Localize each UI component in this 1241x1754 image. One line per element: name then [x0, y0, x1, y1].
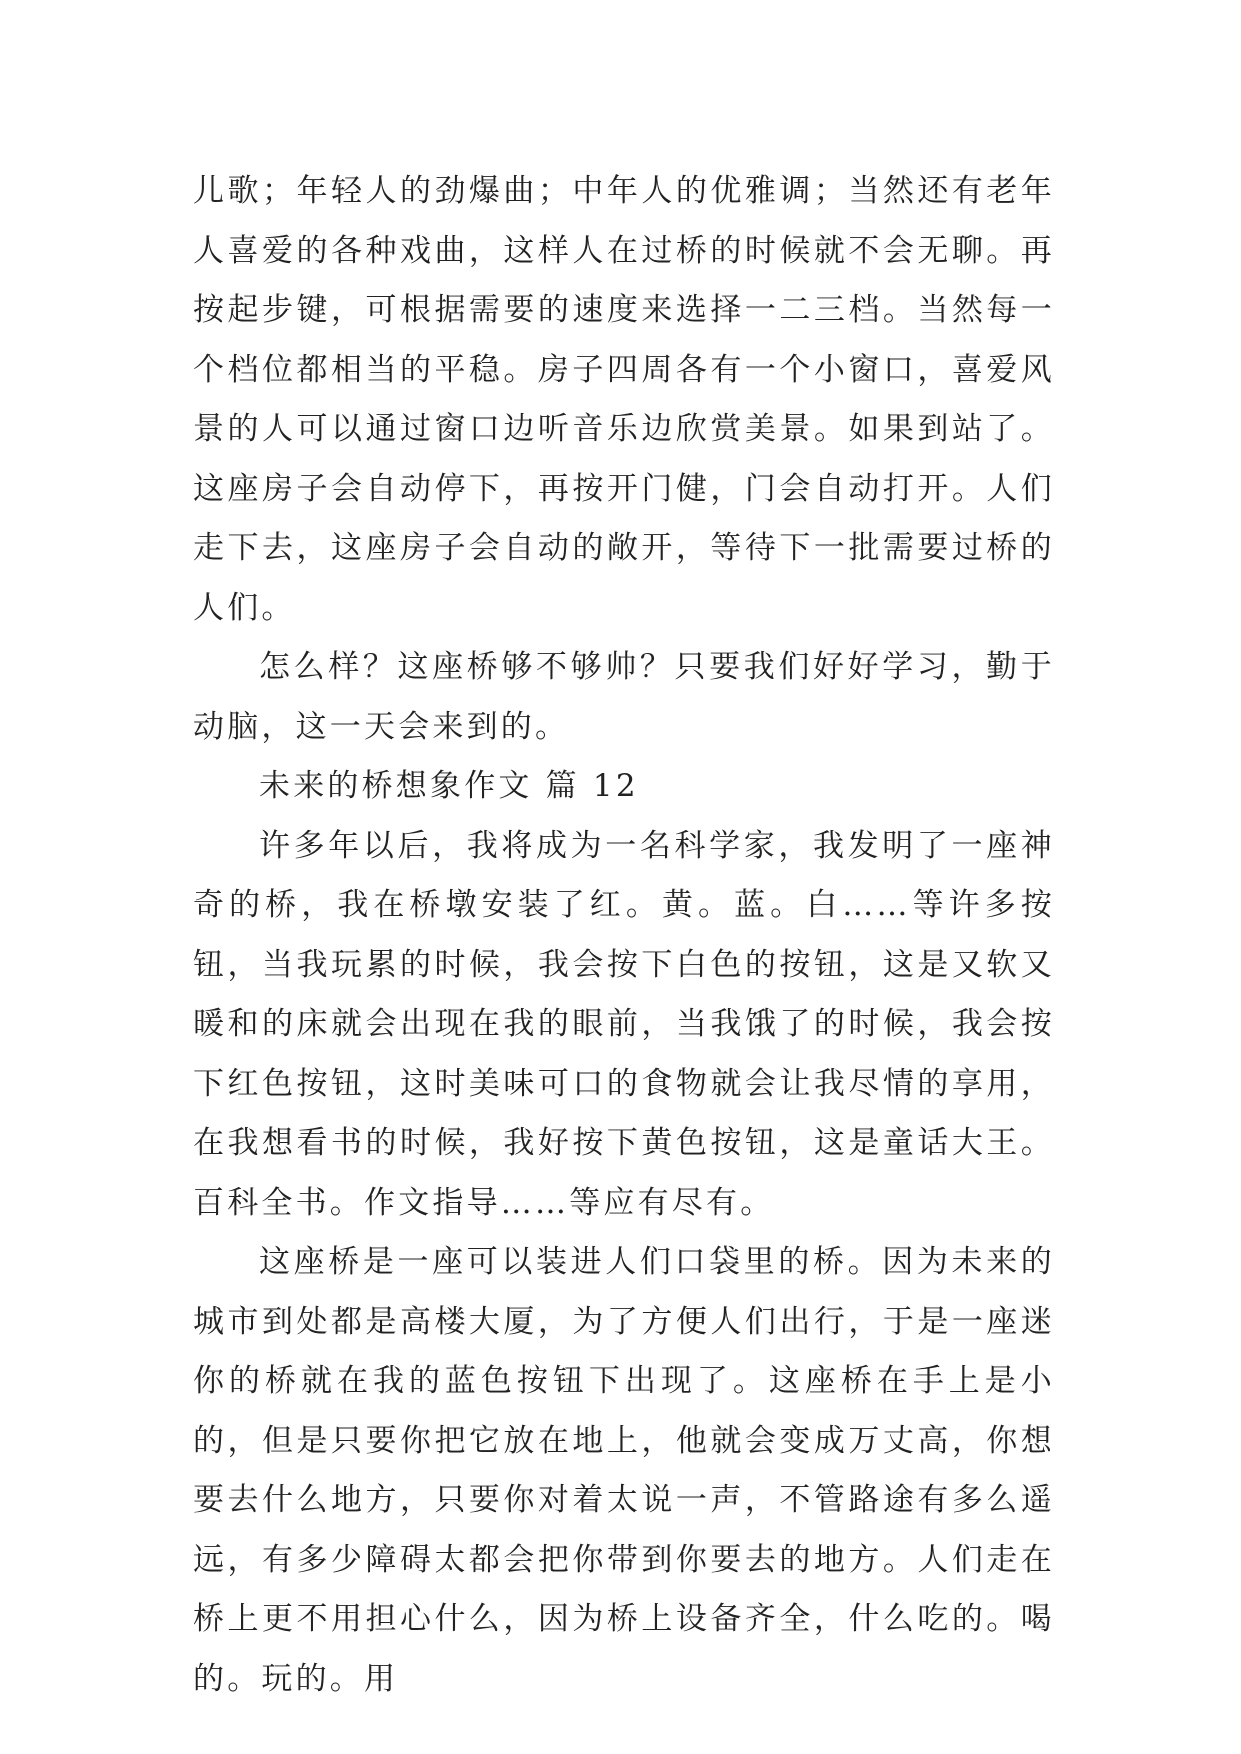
paragraph: 怎么样？这座桥够不够帅？只要我们好好学习，勤于动脑，这一天会来到的。: [193, 649, 1055, 745]
paragraph: 儿歌；年轻人的劲爆曲；中年人的优雅调；当然还有老年人喜爱的各种戏曲，这样人在过桥的时候就不会无聊。再按起步键，可根据需要的速度来选择一二三档。当然每一个档位都相当的平稳。房子四周各有一个小窗口，喜爱风景的人可以通过窗口边听音乐边欣赏美景。如果到站了。这座房子会自动停下，再按开门健，门会自动打开。人们走下去，这座房子会自动的敞开，等待下一批需要过桥的人们。: [193, 173, 1055, 626]
paragraph: 这座桥是一座可以装进人们口袋里的桥。因为未来的城市到处都是高楼大厦，为了方便人们出行，于是一座迷你的桥就在我的蓝色按钮下出现了。这座桥在手上是小的，但是只要你把它放在地上，他就会变成万丈高，你想要去什么地方，只要你对着太说一声，不管路途有多么遥远，有多少障碍太都会把你带到你要去的地方。人们走在桥上更不用担心什么，因为桥上设备齐全，什么吃的。喝的。玩的。用: [193, 1244, 1055, 1697]
document-body: [193, 162, 1055, 1709]
paragraph: 许多年以后，我将成为一名科学家，我发明了一座神奇的桥，我在桥墩安装了红。黄。蓝。白……等许多按钮，当我玩累的时候，我会按下白色的按钮，这是又软又暖和的床就会出现在我的眼前，当我饿了的时候，我会按下红色按钮，这时美味可口的食物就会让我尽情的享用，在我想看书的时候，我好按下黄色按钮，这是童话大王。百科全书。作文指导……等应有尽有。: [193, 827, 1055, 1221]
section-heading: 未来的桥想象作文 篇 12: [259, 768, 639, 804]
